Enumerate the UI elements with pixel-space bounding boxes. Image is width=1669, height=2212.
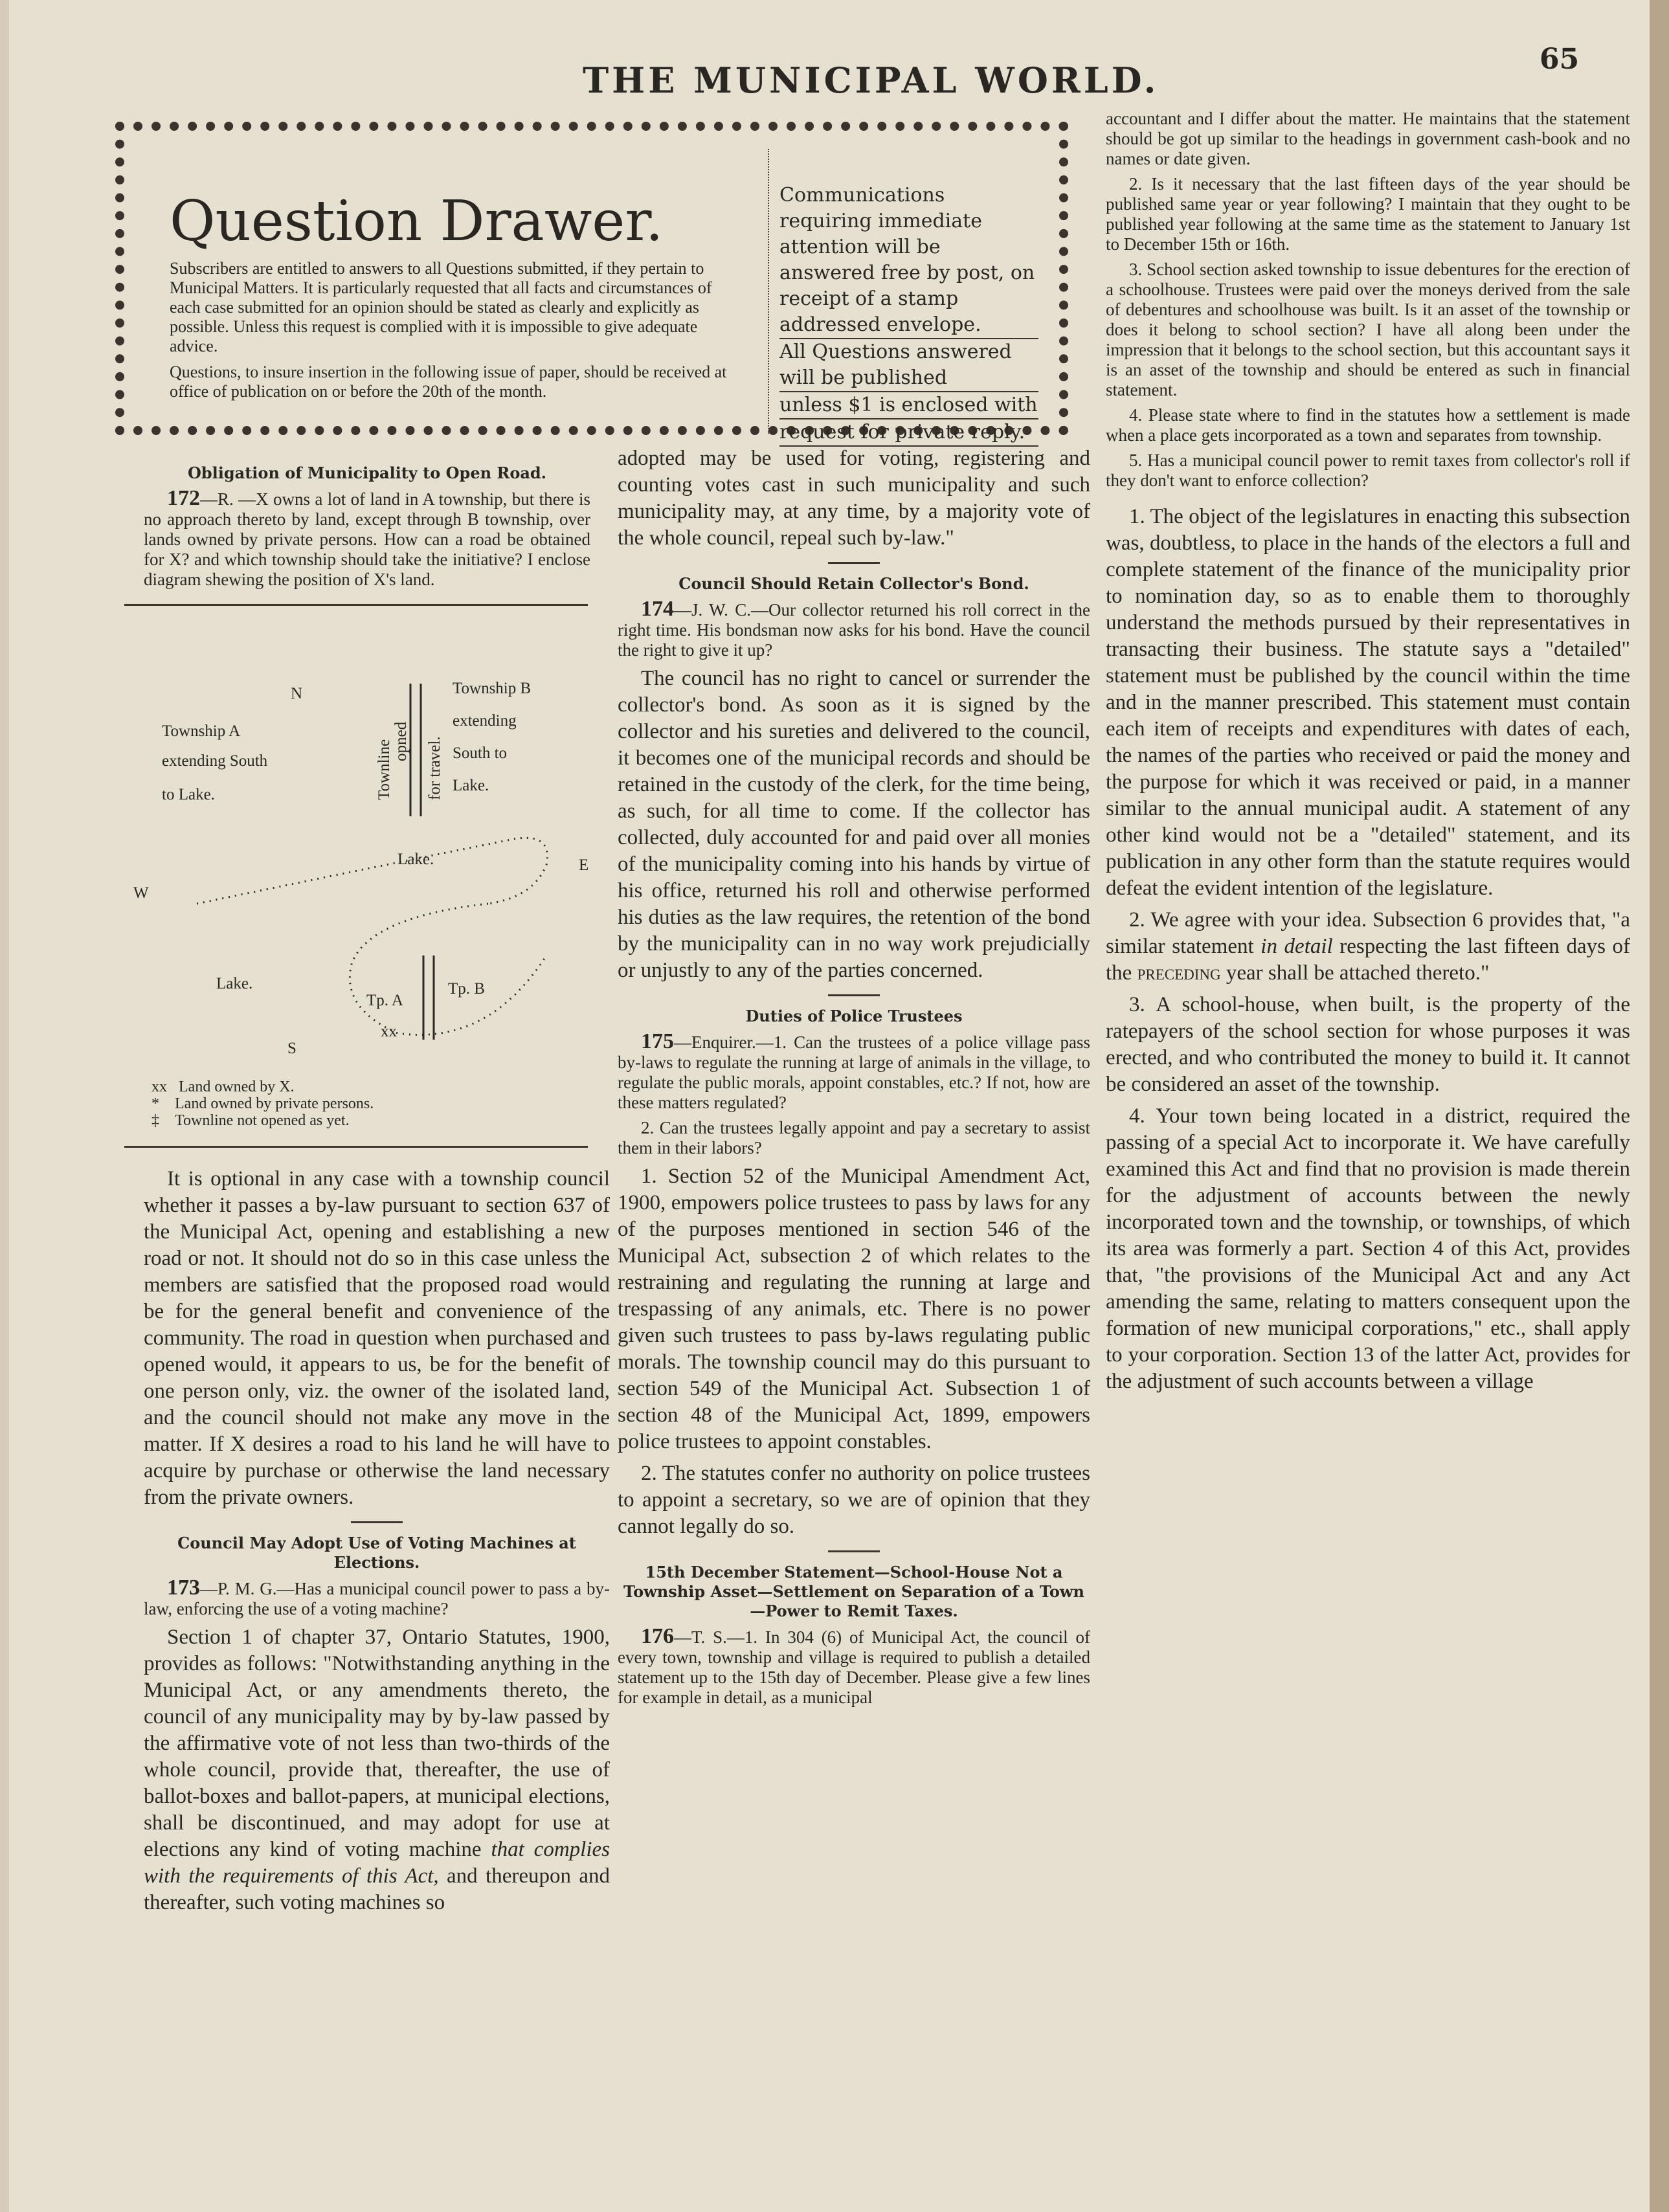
legend-entry-private-land: * Land owned by private persons. — [151, 1095, 374, 1112]
lake-label-north: Lake. — [398, 851, 434, 868]
column-1-top — [144, 453, 590, 606]
question-number: 176 — [641, 1624, 674, 1648]
section-rule — [828, 562, 880, 564]
question-text: —R. —X owns a lot of land in A township, but there is no approach thereto by land, except through B township, over lands owned by private persons. How can a road be obtained for X? and which township should take the initiative? I enclose diagram shewing the position of X's land. — [144, 489, 590, 589]
townline-label-3: for travel. — [426, 736, 443, 800]
township-b-label-4: Lake. — [453, 777, 489, 794]
answer-176-part-3: 3. A school-house, when built, is the property of the ratepayers of the school section for whose purposes it was erected, and who contributed the money to build it. It cannot be considered an asset of the township. — [1106, 993, 1630, 1096]
township-a-label-2: extending South — [162, 752, 268, 770]
notice-line: Communications requiring immediate attention will be answered free by post, on receipt of a stamp addressed envelope. — [779, 183, 1038, 339]
heading-173: Council May Adopt Use of Voting Machines at Elections. — [177, 1534, 576, 1572]
box-divider — [768, 149, 769, 434]
lake-label-south: Lake. — [216, 975, 253, 992]
question-number: 174 — [641, 597, 674, 621]
question-174 — [618, 599, 1090, 660]
tp-a-label: Tp. A — [366, 992, 403, 1009]
page-left-edge — [0, 0, 9, 2212]
question-drawer-box — [115, 122, 1068, 443]
question-176-part-4: 4. Please state where to find in the statutes how a settlement is made when a place gets incorporated as a town and separates from township. — [1106, 405, 1630, 445]
notice-line: request for private reply. — [779, 419, 1038, 447]
question-176-continued: accountant and I differ about the matter. He maintains that the statement should be got up similar to the headings in government cash-book and no names or date given. — [1106, 109, 1630, 168]
township-b-label-1: Township B — [453, 680, 532, 697]
question-number: 175 — [641, 1029, 674, 1053]
heading-175: Duties of Police Trustees — [745, 1007, 963, 1025]
question-175 — [618, 1031, 1090, 1113]
answer-176-part-2: 2. We agree with your idea. Subsection 6 provides that, "a similar statement in detail respecting the last fifteen days of the preceding year shall be attached thereto." — [1106, 908, 1631, 985]
diagram-bottom-rule — [124, 1146, 588, 1148]
land-diagram — [126, 671, 602, 1150]
question-text: —P. M. G.—Has a municipal council power to pass a by-law, enforcing the use of a voting machine? — [144, 1579, 610, 1618]
question-176-part-2: 2. Is it necessary that the last fifteen days of the year should be published same year or year following? I maintain that they ought to be published year following at the same time as the statement to January 1st to December 15th or 16th. — [1106, 174, 1630, 254]
subscribers-intro: Subscribers are entitled to answers to all Questions submitted, if they pertain to Municipal Matters. It is particularly requested that all facts and circumstances of each case submitted for an opinion should be stated as clearly and explicitly as possible. Unless this request is complied with it is impossible to give adequate advice. — [170, 259, 712, 355]
north-label: N — [291, 685, 303, 702]
answer-172: It is optional in any case with a township council whether it passes a by-law pursuant to section 637 of the Municipal Act, opening and establishing a new road or not. It should not do so in this case unless the members are satisfied that the proposed road would be for the general benefit and convenience of the community. The road in question when purchased and opened would, it appears to us, be for the benefit of one person only, viz. the owner of the isolated land, and the council should not make any move in the matter. If X desires a road to his land he will have to acquire by purchase or otherwise the land necessary from the private owners. — [144, 1167, 610, 1509]
notice-block — [779, 183, 1038, 447]
township-a-label-1: Township A — [162, 722, 241, 740]
legend-entry-x-land: xx Land owned by X. — [151, 1078, 295, 1095]
heading-176: 15th December Statement—School-House Not a Township Asset—Settlement on Separation of a Town—Power to Remit Taxes. — [623, 1563, 1084, 1620]
answer-174: The council has no right to cancel or surrender the collector's bond. As soon as it is signed by the collector and his sureties and delivered to the council, it becomes one of the municipal records and should be retained in the custody of the clerk, for the time being, as such, for all time to come. If the collector has collected, duly accounted for and paid over all monies of the municipality coming into his hands by virtue of his office, returned his roll and otherwise performed his duties as the law requires, the retention of the bond by the municipality can in no way work prejudicially or unjustly to any of the parties concerned. — [618, 667, 1090, 982]
tp-b-label: Tp. B — [448, 980, 485, 998]
xx-land-marker: xx — [381, 1023, 397, 1040]
east-label: E — [579, 856, 589, 874]
column-1-bottom — [144, 1146, 610, 1921]
question-text: —Enquirer.—1. Can the trustees of a police village pass by-laws to regulate the running at large of animals in the village, to regulate the public morals, appoint constables, etc.? If not, how are these matters regulated? — [618, 1033, 1090, 1112]
township-a-label-3: to Lake. — [162, 786, 215, 803]
township-b-label-3: South to — [453, 744, 508, 762]
column-2 — [618, 445, 1090, 1713]
question-text: —T. S.—1. In 304 (6) of Municipal Act, the council of every town, township and village is required to publish a detailed statement up to the 15th day of December. Please give a few lines for example in detail, as a municipal — [618, 1627, 1090, 1707]
section-rule — [828, 994, 880, 996]
townline-label-2: opned — [392, 721, 410, 761]
question-175-part-2: 2. Can the trustees legally appoint and pay a secretary to assist them in their labors? — [618, 1118, 1090, 1157]
question-173 — [144, 1578, 610, 1619]
legend-entry-townline: ‡ Townline not opened as yet. — [151, 1112, 350, 1129]
township-b-label-2: extending — [453, 712, 517, 730]
answer-175-part-2: 2. The statutes confer no authority on police trustees to appoint a secretary, so we are of opinion that they cannot legally do so. — [618, 1462, 1090, 1538]
page-number: 65 — [1540, 43, 1580, 76]
notice-line: unless $1 is enclosed with — [779, 392, 1038, 419]
column-3 — [1106, 109, 1630, 1400]
question-number: 172 — [167, 486, 200, 510]
question-172 — [144, 488, 590, 590]
question-text: —J. W. C.—Our collector returned his roll correct in the right time. His bondsman now asks for his bond. Have the council the right to give it up? — [618, 600, 1090, 660]
answer-176-part-4: 4. Your town being located in a district, required the passing of a special Act to incorporate it. We have carefully examined this Act and find that no provision is made therein for the adjustment of accounts between the newly incorporated town and the township, or townships, of which its area was formerly a part. Section 4 of this Act, provides that, "the provisions of the Municipal Act and any Act amending the same, relating to matters consequent upon the formation of new municipal corporations," etc., shall apply to your corporation. Section 13 of the latter Act, provides for the adjustment of such accounts between a village — [1106, 1104, 1630, 1393]
section-rule — [351, 1521, 403, 1523]
question-176-part-3: 3. School section asked township to issue debentures for the erection of a schoolhouse. Trustees were paid over the moneys derived from the sale of debentures and schoolhouse was built. Is it an asset of the township or does it belong to school section? I have all along been under the impression that it belongs to the school section, but this accountant says it is an asset of the township and should be entered as such in financial statement. — [1106, 260, 1630, 399]
diagram-top-rule — [124, 604, 588, 606]
question-176 — [618, 1626, 1090, 1708]
diagram-lines — [126, 671, 602, 1150]
answer-173: Section 1 of chapter 37, Ontario Statutes, 1900, provides as follows: "Notwithstanding anything in the Municipal Act, or any amendments thereto, the council of any municipality may by by-law passed by the affirmative vote of not less than two-thirds of the whole council, provide that, thereafter, the use of ballot-boxes and ballot-papers, at municipal elections, shall be discontinued, and may adopt for use at elections any kind of voting machine that complies with the requirements of this Act, and thereupon and thereafter, such voting machines so — [144, 1625, 610, 1914]
heading-172: Obligation of Municipality to Open Road. — [187, 464, 547, 482]
question-number: 173 — [167, 1576, 200, 1600]
west-label: W — [133, 884, 149, 902]
notice-line: All Questions answered will be published — [779, 339, 1038, 392]
insertion-note: Questions, to insure insertion in the following issue of paper, should be received at office of publication on or before the 20th of the month. — [170, 363, 727, 401]
answer-175-part-1: 1. Section 52 of the Municipal Amendment Act, 1900, empowers police trustees to pass by laws for any of the purposes mentioned in section 546 of the Municipal Act, subsection 2 of which relates to the restraining and regulating the running at large and trespassing of any animals, etc. There is no power given such trustees to pass by-laws regulating public morals. The township council may do this pursuant to section 549 of the Municipal Act. Subsection 1 of section 48 of the Municipal Act, 1899, empowers police trustees to appoint constables. — [618, 1165, 1090, 1453]
diagram-legend — [151, 1078, 374, 1129]
townline-label-1: Townline — [375, 739, 393, 800]
question-176-part-5: 5. Has a municipal council power to remit taxes from collector's roll if they don't want to enforce collection? — [1106, 451, 1630, 490]
heading-174: Council Should Retain Collector's Bond. — [678, 574, 1029, 593]
answer-176-part-1: 1. The object of the legislatures in enacting this subsection was, doubtless, to place in the hands of the electors a full and complete statement of the finance of the municipality prior to nomination day, so as to enable them to thoroughly understand the methods pursued by their representatives in transacting their business. The statute says a "detailed" statement must be published by the council within the time and in the manner prescribed. This statement must contain each item of receipts and expenditures with dates of each, the names of the parties who received or paid the money and the purpose for which it was received or paid, in a manner similar to the annual municipal audit. A statement of any other kind would not be a "detailed" statement, and its publication in any other form than the statute requires would defeat the evident intention of the legislature. — [1106, 505, 1630, 900]
page-right-edge — [1650, 0, 1669, 2212]
section-rule — [828, 1550, 880, 1552]
question-drawer-title: Question Drawer. — [170, 189, 664, 254]
masthead: THE MUNICIPAL WORLD. — [583, 60, 1159, 101]
answer-173-continued: adopted may be used for voting, registering and counting votes cast in such municipality and such municipality may, at any time, by a majority vote of the whole council, repeal such by-law." — [618, 447, 1090, 550]
south-label: S — [287, 1040, 297, 1057]
